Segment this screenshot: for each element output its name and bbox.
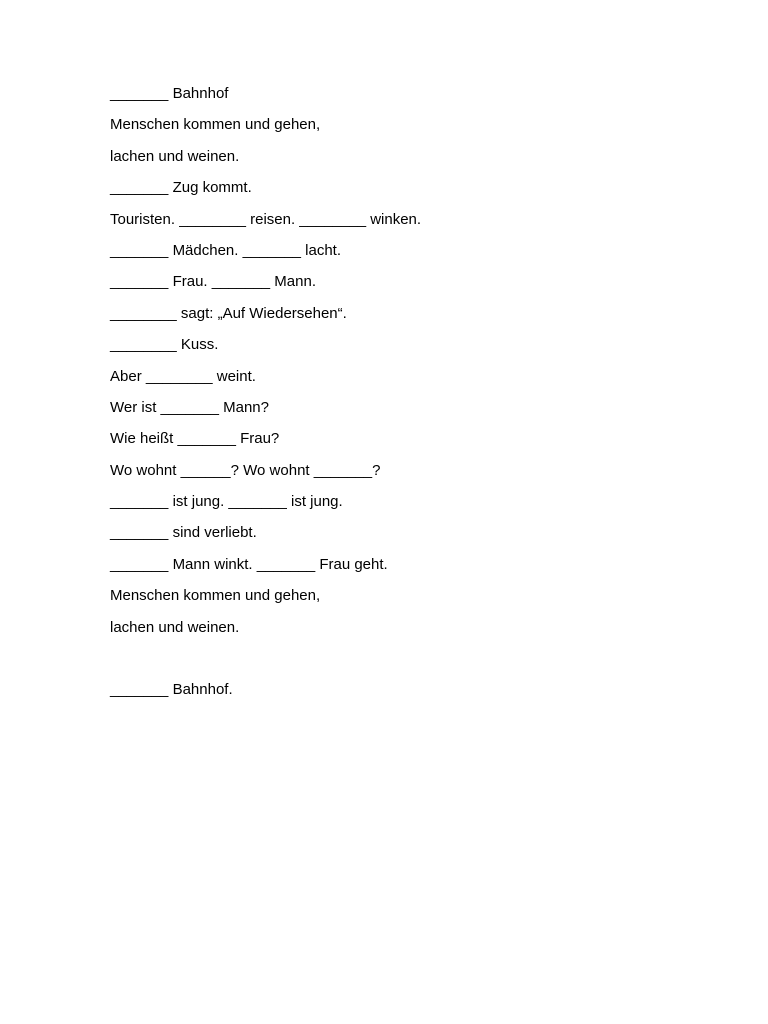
poem-line: Wer ist _______ Mann?	[110, 398, 269, 416]
poem-line: ________ sagt: „Auf Wiedersehen“.	[110, 304, 347, 322]
poem-text	[110, 85, 710, 713]
poem-line: Menschen kommen und gehen,	[110, 116, 321, 134]
blank-line	[110, 650, 710, 681]
poem-line: lachen und weinen.	[110, 618, 240, 636]
poem-line: Menschen kommen und gehen,	[110, 587, 321, 605]
poem-line: Wie heißt _______ Frau?	[110, 430, 280, 448]
poem-line: Wo wohnt ______? Wo wohnt _______?	[110, 461, 381, 479]
poem-line: _______ Mann winkt. _______ Frau geht.	[110, 555, 388, 573]
poem-line: lachen und weinen.	[110, 147, 240, 165]
poem-line: _______ sind verliebt.	[110, 524, 257, 542]
poem-line: _______ Zug kommt.	[110, 179, 252, 197]
poem-line: _______ Frau. _______ Mann.	[110, 273, 316, 291]
poem-line: ________ Kuss.	[110, 336, 219, 354]
poem-line: Touristen. ________ reisen. ________ winken.	[110, 210, 422, 228]
poem-closing-line: _______ Bahnhof.	[110, 681, 233, 699]
poem-line: _______ ist jung. _______ ist jung.	[110, 493, 343, 511]
poem-line: _______ Mädchen. _______ lacht.	[110, 241, 342, 259]
poem-line: Aber ________ weint.	[110, 367, 256, 385]
poem-title-line: _______ Bahnhof	[110, 85, 229, 102]
